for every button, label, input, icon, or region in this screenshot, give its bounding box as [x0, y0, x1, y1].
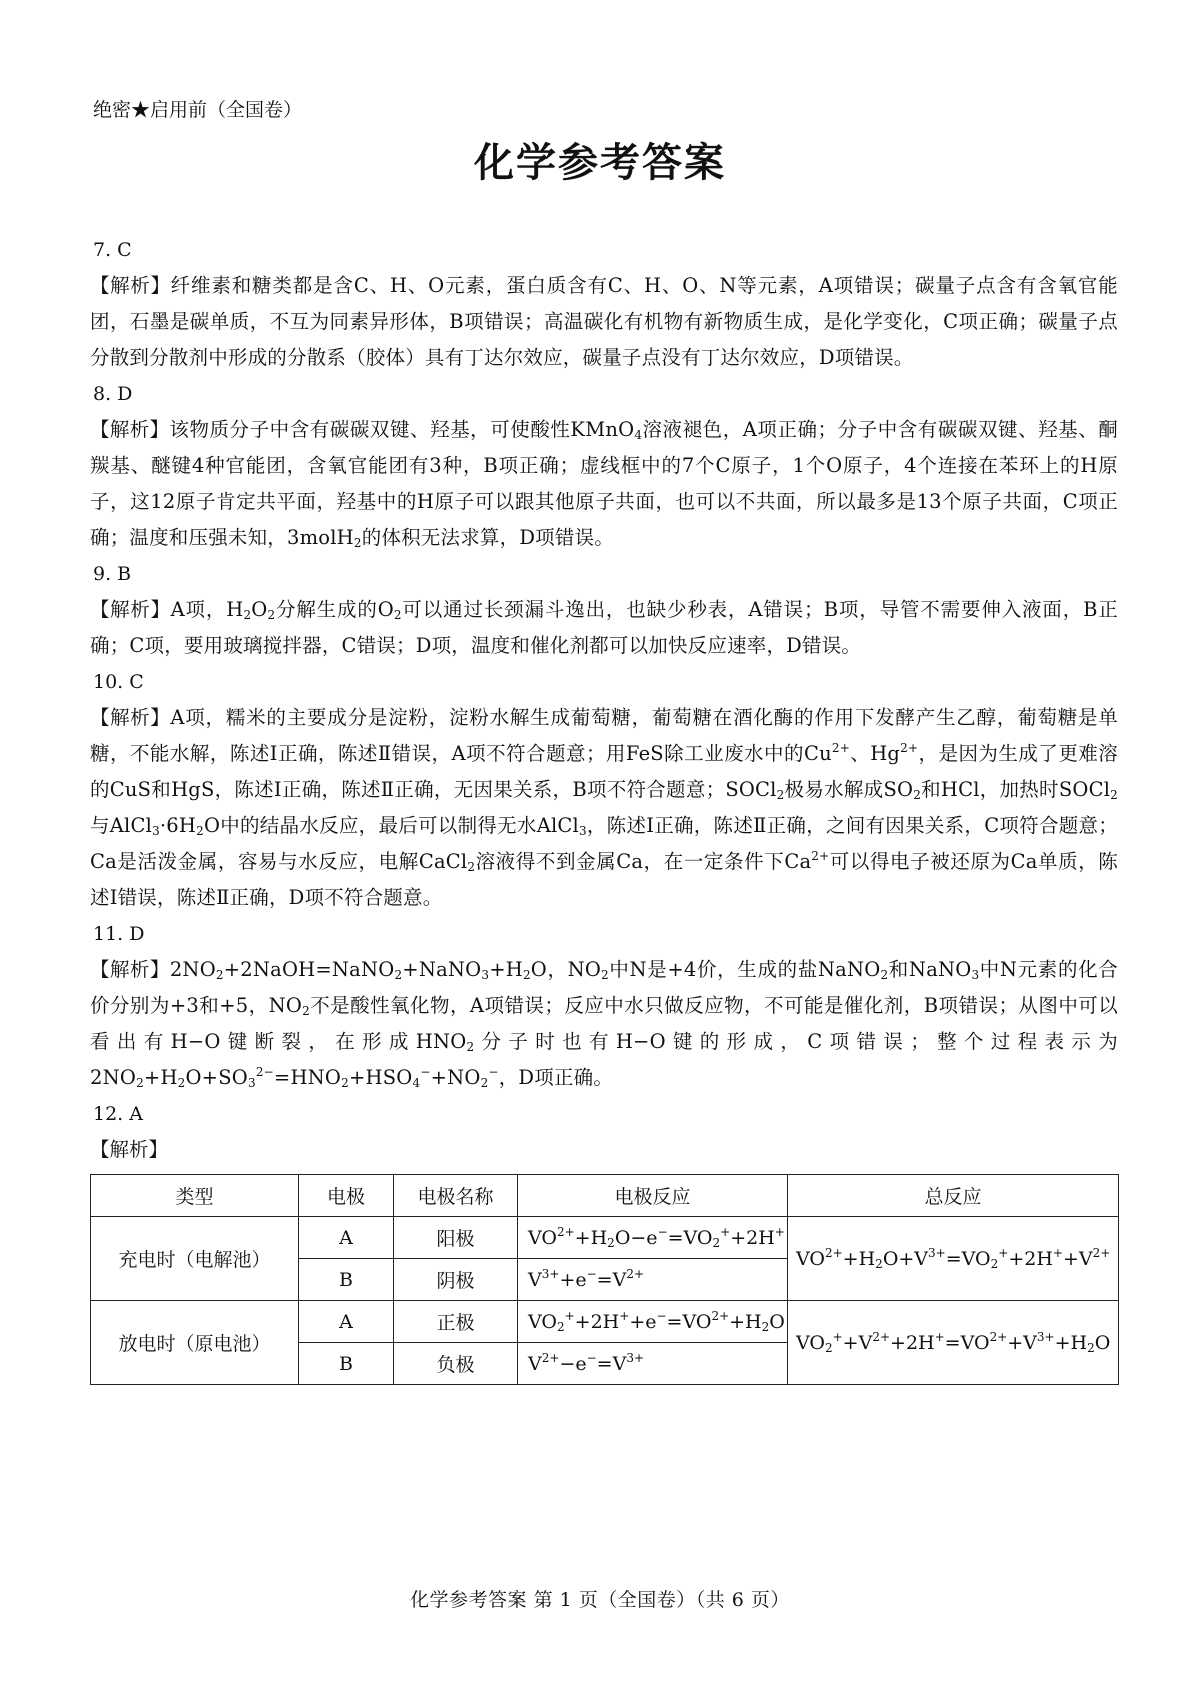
subscript: 2: [215, 968, 224, 982]
explanation-tag: 【解析】: [90, 706, 171, 729]
superscript: −: [586, 1350, 597, 1365]
chem-seg: VO: [796, 1247, 825, 1270]
superscript: 2+: [831, 741, 850, 755]
explanation-tag: 【解析】: [90, 418, 170, 441]
chem-seg: +2H: [574, 1310, 620, 1333]
superscript: +: [564, 1308, 575, 1323]
confidential-label: 绝密★启用前（全国卷）: [93, 99, 303, 121]
text-seg: 分子时也有H−O键的形成，C项错误；整个过程表示为2NO: [90, 1030, 1118, 1089]
chem-seg: +V: [842, 1331, 873, 1354]
subscript: 2: [393, 608, 402, 622]
cell-electrode-name: 阳极: [394, 1217, 518, 1259]
subscript: 2: [761, 1319, 770, 1334]
subscript: 2: [341, 1076, 349, 1090]
cell-type-discharge: 放电时（原电池）: [91, 1301, 299, 1385]
answer-8: 8. D: [93, 383, 133, 405]
explanation-10: [90, 700, 1118, 916]
subscript: 2: [880, 968, 889, 982]
text-seg: 可以得电子被还原为Ca单质，陈述Ⅰ错误，陈述Ⅱ正确，D项不符合题意。: [90, 850, 1118, 909]
superscript: +: [774, 1224, 785, 1239]
superscript: 2+: [541, 1350, 560, 1365]
explanation-7: [90, 268, 1118, 376]
superscript: 2+: [626, 1266, 645, 1281]
chem-seg: +H: [574, 1226, 608, 1249]
subscript: 2: [522, 968, 531, 982]
chem-seg: +2H: [730, 1226, 775, 1249]
text-seg: 的体积无法求算，D项错误。: [361, 526, 614, 549]
explanation-text: 纤维素和糖类都是含C、H、O元素，蛋白质含有C、H、O、N等元素，A项错误；碳量子点含有含氧官能团，石墨是碳单质，不互为同素异形体，B项错误；高温碳化有机物有新物质生成，是化学变化，C项正确；碳量子点分散到分散剂中形成的分散系（胶体）具有丁达尔效应，碳量子点没有丁达尔效应，D项错误。: [90, 274, 1118, 369]
chem-seg: =VO: [945, 1247, 991, 1270]
cell-electrode: A: [299, 1217, 394, 1259]
chem-seg: −e: [559, 1352, 587, 1375]
explanation-12: [90, 1132, 1118, 1168]
header-electrode-name: 电极名称: [394, 1175, 518, 1217]
header-electrode: 电极: [299, 1175, 394, 1217]
chem-seg: V: [528, 1268, 542, 1291]
superscript: 2+: [811, 849, 830, 863]
chem-seg: VO: [528, 1226, 557, 1249]
superscript: +: [934, 1329, 945, 1344]
subscript: 3: [481, 968, 490, 982]
text-seg: A项，糯米的主要成分是淀粉，淀粉水解生成葡萄糖，葡萄糖在酒化酶的作用下发酵产生乙醇，葡萄糖是单糖，不能水解，陈述Ⅰ正确，陈述Ⅱ错误，A项不符合题意；用FeS除工业废水中的Cu: [90, 706, 1118, 765]
chem-seg: =VO: [944, 1331, 990, 1354]
page-footer: 化学参考答案 第 1 页（全国卷）（共 6 页）: [410, 1589, 790, 1611]
cell-total-charge: [788, 1217, 1119, 1301]
answer-12: 12. A: [93, 1103, 143, 1125]
text-seg: 中N是+4价，生成的盐NaNO: [608, 958, 881, 981]
cell-electrode: B: [299, 1343, 394, 1385]
subscript: 2: [913, 788, 922, 802]
superscript: 3+: [1036, 1329, 1055, 1344]
chem-seg: +H: [1054, 1331, 1088, 1354]
text-seg: 中N元素的化合价分别为+3和+5，NO: [90, 958, 1118, 1017]
superscript: −: [488, 1065, 499, 1079]
subscript: 2: [712, 1235, 721, 1250]
subscript: 4: [412, 1076, 421, 1090]
header-type: 类型: [91, 1175, 299, 1217]
text-seg: 不是酸性氧化物，A项错误；反应中水只做反应物，不可能是催化剂，B项错误；从图中可以看出有H−O键断裂，在形成HNO: [90, 994, 1118, 1053]
subscript: 4: [634, 428, 643, 442]
superscript: 3+: [541, 1266, 560, 1281]
chem-seg: VO: [796, 1331, 825, 1354]
chem-seg: =VO: [666, 1310, 712, 1333]
text-seg: 溶液得不到金属Ca，在一定条件下Ca: [475, 850, 812, 873]
text-seg: 溶液褪色，A项正确；分子中含有碳碳双键、羟基、酮羰基、醚键4种官能团，含氧官能团有3种，B项正确；虚线框中的7个C原子，1个O原子，4个连接在苯环上的H原子，这12原子肯定共平面，羟基中的H原子可以跟其他原子共面，也可以不共面，所以最多是13个原子共面，C项正确；温度和压强未知，3molH: [90, 418, 1118, 549]
subscript: 2: [824, 1340, 833, 1355]
text-seg: 该物质分子中含有碳碳双键、羟基，可使酸性KMnO: [169, 418, 635, 441]
text-seg: 可以通过长颈漏斗逸出，也缺少秒表，A错误；B项，导管不需要伸入液面，B正确；C项，要用玻璃搅拌器，C错误；D项，温度和催化剂都可以加快反应速率，D错误。: [90, 598, 1118, 657]
cell-reaction-cathode: [518, 1259, 788, 1301]
subscript: 2: [243, 608, 252, 622]
subscript: 2: [467, 860, 476, 874]
cell-electrode: B: [299, 1259, 394, 1301]
text-seg: O+SO: [185, 1066, 248, 1089]
electrode-table: [90, 1174, 1119, 1385]
text-seg: O: [251, 598, 268, 621]
subscript: 3: [152, 824, 160, 838]
cell-reaction-positive: [518, 1301, 788, 1343]
chem-seg: +H: [842, 1247, 876, 1270]
subscript: 2: [394, 968, 403, 982]
answer-7: 7. C: [93, 239, 132, 261]
page-title: 化学参考答案: [474, 140, 726, 186]
chem-seg: +V: [1007, 1331, 1037, 1354]
cell-reaction-negative: [518, 1343, 788, 1385]
text-seg: 和HCl，加热时SOCl: [921, 778, 1111, 801]
superscript: 2+: [872, 1329, 891, 1344]
chem-seg: O: [769, 1310, 785, 1333]
answer-content: [90, 232, 1118, 1385]
subscript: 2: [177, 1076, 186, 1090]
superscript: 3+: [626, 1350, 645, 1365]
chem-seg: +e: [629, 1310, 657, 1333]
superscript: −: [656, 1308, 667, 1323]
text-seg: 极易水解成SO: [784, 778, 914, 801]
subscript: 2: [607, 1235, 615, 1250]
chem-seg: O: [1094, 1331, 1111, 1354]
text-seg: +H: [489, 958, 523, 981]
subscript: 2: [875, 1256, 883, 1271]
superscript: 2+: [989, 1329, 1008, 1344]
subscript: 2: [480, 1076, 489, 1090]
chem-seg: =V: [596, 1352, 627, 1375]
subscript: 3: [971, 968, 980, 982]
superscript: 3+: [928, 1245, 946, 1260]
text-seg: +NO: [430, 1066, 481, 1089]
header-electrode-reaction: 电极反应: [518, 1175, 788, 1217]
answer-11: 11. D: [93, 923, 145, 945]
subscript: 2: [466, 1040, 475, 1054]
subscript: 2: [776, 788, 785, 802]
chem-seg: +H: [729, 1310, 762, 1333]
subscript: 2: [601, 968, 609, 982]
text-seg: 与AlCl: [90, 814, 153, 837]
subscript: 3: [247, 1076, 256, 1090]
text-seg: +HSO: [348, 1066, 413, 1089]
cell-total-discharge: [788, 1301, 1119, 1385]
chem-seg: +e: [559, 1268, 587, 1291]
text-seg: 、Hg: [849, 742, 901, 765]
table-row: [91, 1301, 1119, 1343]
explanation-8: [90, 412, 1118, 556]
subscript: 2: [1087, 1340, 1095, 1355]
superscript: +: [619, 1308, 630, 1323]
text-seg: O，NO: [530, 958, 602, 981]
subscript: 2: [990, 1256, 999, 1271]
subscript: 3: [578, 824, 587, 838]
superscript: −: [420, 1065, 431, 1079]
cell-electrode: A: [299, 1301, 394, 1343]
superscript: 2+: [824, 1245, 843, 1260]
superscript: +: [998, 1245, 1009, 1260]
text-seg: +H: [143, 1066, 178, 1089]
explanation-tag: 【解析】: [90, 1138, 169, 1161]
superscript: 2+: [900, 741, 919, 755]
cell-reaction-anode: [518, 1217, 788, 1259]
text-seg: O中的结晶水反应，最后可以制得无水AlCl: [203, 814, 579, 837]
explanation-9: [90, 592, 1118, 664]
text-seg: +NaNO: [402, 958, 482, 981]
table-row: [91, 1217, 1119, 1259]
chem-seg: +V: [1062, 1247, 1093, 1270]
explanation-tag: 【解析】: [90, 958, 170, 981]
text-seg: ，D项正确。: [498, 1066, 614, 1089]
superscript: 2+: [711, 1308, 730, 1323]
superscript: 2−: [255, 1065, 274, 1079]
cell-electrode-name: 正极: [394, 1301, 518, 1343]
superscript: 2+: [1092, 1245, 1111, 1260]
superscript: +: [1052, 1245, 1063, 1260]
chem-seg: +2H: [1008, 1247, 1053, 1270]
superscript: −: [657, 1224, 668, 1239]
text-seg: A项，H: [170, 598, 244, 621]
chem-seg: =VO: [667, 1226, 713, 1249]
subscript: 2: [302, 1004, 310, 1018]
header-total-reaction: 总反应: [788, 1175, 1119, 1217]
subscript: 2: [1110, 788, 1118, 802]
subscript: 2: [196, 824, 204, 838]
explanation-11: [90, 952, 1118, 1096]
superscript: +: [832, 1329, 843, 1344]
cell-electrode-name: 阴极: [394, 1259, 518, 1301]
text-seg: ·6H: [159, 814, 197, 837]
text-seg: 分解生成的O: [275, 598, 394, 621]
chem-seg: VO: [528, 1310, 557, 1333]
superscript: +: [720, 1224, 731, 1239]
text-seg: ，陈述Ⅰ正确，陈述Ⅱ正确，之间有因果关系，C项符合题意；Ca是活泼金属，容易与水反应，电解CaCl: [90, 814, 1118, 873]
chem-seg: =V: [596, 1268, 627, 1291]
text-seg: =HNO: [273, 1066, 342, 1089]
text-seg: +2NaOH=NaNO: [223, 958, 395, 981]
answer-10: 10. C: [93, 671, 144, 693]
chem-seg: V: [528, 1352, 542, 1375]
text-seg: 2NO: [169, 958, 216, 981]
table-header-row: [91, 1175, 1119, 1217]
explanation-tag: 【解析】: [90, 274, 171, 297]
superscript: 2+: [556, 1224, 575, 1239]
subscript: 2: [136, 1076, 144, 1090]
chem-seg: +2H: [890, 1331, 935, 1354]
answer-9: 9. B: [93, 563, 132, 585]
superscript: −: [586, 1266, 597, 1281]
chem-seg: O+V: [882, 1247, 929, 1270]
subscript: 2: [556, 1319, 565, 1334]
explanation-tag: 【解析】: [90, 598, 171, 621]
subscript: 2: [267, 608, 276, 622]
chem-seg: O−e: [614, 1226, 658, 1249]
text-seg: 和NaNO: [888, 958, 972, 981]
subscript: 2: [353, 536, 362, 550]
text-seg: ，是因为生成了更难溶的CuS和HgS，陈述Ⅰ正确，陈述Ⅱ正确，无因果关系，B项不符合题意；SOCl: [90, 742, 1118, 801]
cell-electrode-name: 负极: [394, 1343, 518, 1385]
cell-type-charge: 充电时（电解池）: [91, 1217, 299, 1301]
